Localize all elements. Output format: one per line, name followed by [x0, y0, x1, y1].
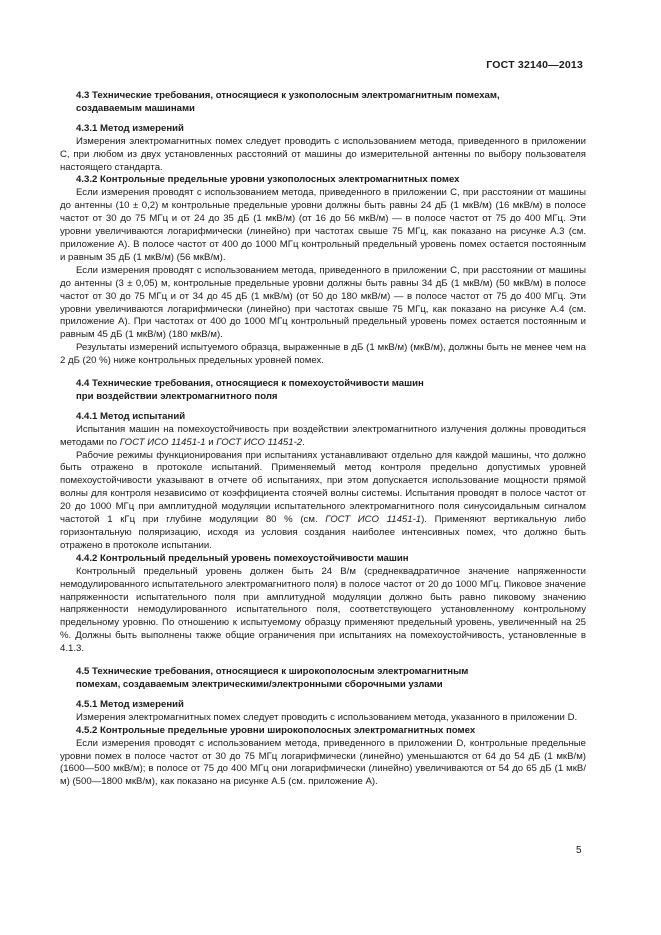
paragraph: Контрольный предельный уровень должен быть 24 В/м (среднеквадратичное значение напряженности немодулированного испытательного электромагнитного поля) в полосе частот от 20 до 1000 МГц. Пиковое значение напряженности испытательного поля при амплитудной модуляции должно быть равно пиковому значению напряженности немодулированного испытательного поля, соответствующего установленному контрольному предельному уровню. По отношению к испытуемому образцу применяют предельный уровень, увеличенный на 25 %. Должны быть выполнены также общие ограничения при испытаниях на помехоустойчивость, установленные в 4.1.3. — [60, 565, 586, 655]
section-4-3 — [60, 90, 586, 368]
section-title-line-1: 4.4 Технические требования, относящиеся к помехоустойчивости машин — [76, 378, 424, 390]
section-4-5 — [60, 666, 586, 789]
subsection-title-4-4-2: 4.4.2 Контрольный предельный уровень помехоустойчивости машин — [76, 552, 409, 564]
section-4-4 — [60, 378, 586, 656]
subsection-title-4-5-2: 4.5.2 Контрольные предельные уровни широкополосных электромагнитных помех — [76, 724, 476, 736]
document-body — [60, 90, 586, 789]
paragraph: Измерения электромагнитных помех следует проводить с использованием метода, приведенного в приложении С, при любом из двух установленных расстояний от машины до измерительной антенны по выбору пользователя настоящего стандарта. — [60, 135, 586, 173]
paragraph: Если измерения проводят с использованием метода, приведенного в приложении С, при расстоянии от машины до антенны (3 ± 0,05) м, контрольные предельные уровни должны быть равны 34 дБ (1 мкВ/м) (50 мкВ/м) в полосе частот от 30 до 75 МГц и от 34 до 45 дБ (1 мкВ/м) (от 50 до 180 мкВ/м) — в полосе частот от 75 до 400 МГц. Эти уровни увеличиваются логарифмически (линейно) при частотах свыше 75 МГц, как показано на рисунке А.4 (см. приложение А). При частотах от 400 до 1000 МГц контрольный предельный уровень помех остается постоянным и равным 45 дБ (1 мкВ/м) (180 мкВ/м). — [60, 264, 586, 341]
page-number: 5 — [576, 845, 582, 856]
paragraph: Испытания машин на помехоустойчивость при воздействии электромагнитного излучения должны проводиться методами по ГОСТ ИСО 11451-1 и ГОСТ ИСО 11451-2. — [60, 423, 586, 448]
section-title-4-5 — [60, 666, 586, 692]
section-title-line-1: 4.5 Технические требования, относящиеся к широкополосным электромагнитным — [76, 666, 469, 678]
paragraph: Если измерения проводят с использованием метода, приведенного в приложении С, при расстоянии от машины до антенны (10 ± 0,2) м контрольные предельные уровни должны быть равны 24 дБ (1 мкВ/м) (16 мкВ/м) в полосе частот от 30 до 75 МГц и от 24 до 35 дБ (1 мкВ/м) (от 16 до 56 мкВ/м) — в полосе частот от 75 до 400 МГц. Эти уровни увеличиваются логарифмически (линейно) при частотах свыше 75 МГц, как показано на рисунке А.3 (см. приложение А). В полосе частот от 400 до 1000 МГц контрольный предельный уровень помех остается постоянным и равным 35 дБ (1 мкВ/м) (56 мкВ/м). — [60, 187, 586, 263]
section-title-line-1: 4.3 Технические требования, относящиеся к узкополосным электромагнитным помехам, — [76, 90, 500, 101]
section-title-line-2: помехам, создаваемым электрическими/электронными сборочными узлами — [76, 678, 443, 690]
paragraph: Рабочие режимы функционирования при испытаниях устанавливают отдельно для каждой машины, что должно быть отражено в протоколе испытаний. Применяемый метод контроля предельно допустимых уровней помехоустойчивости указывают в отчете об испытаниях, при этом допускается использование мощности прямой волны для контроля независимо от коэффициента стоячей волны системы. Испытания проводят в полосе частот от 20 до 1000 МГц при амплитудной модуляции испытательного электромагнитного поля синусоидальным сигналом частотой 1 кГц при глубине модуляции 80 % (см. ГОСТ ИСО 11451-1). Применяют вертикальную либо горизонтальную поляризацию, исходя из условия создания наиболее интенсивных помех, что должно быть отражено в протоколе испытании. — [60, 449, 586, 551]
subsection-title-4-4-1: 4.4.1 Метод испытаний — [76, 410, 186, 422]
standard-reference: ГОСТ ИСО 11451-2 — [216, 436, 303, 448]
paragraph: Результаты измерений испытуемого образца, выраженные в дБ (1 мкВ/м) (мкВ/м), должны быть не менее чем на 2 дБ (20 %) ниже контрольных предельных уровней помех. — [60, 342, 586, 367]
section-title-4-4 — [60, 378, 586, 404]
section-title-line-2: создаваемым машинами — [76, 102, 195, 114]
section-title-4-3 — [60, 90, 586, 116]
document-code-header: ГОСТ 32140—2013 — [486, 59, 583, 71]
paragraph: Если измерения проводят с использованием метода, приведенного в приложении D, контрольные предельные уровни помех в полосе частот от 30 до 75 МГц логарифмически (линейно) уменьшаются от 64 до 54 дБ (1 мкВ/м) (1600—500 мкВ/м); в полосе от 75 до 400 МГц они логарифмически (линейно) увеличиваются от 54 до 65 дБ (1 мкВ/м) (500—1800 мкВ/м), как показано на рисунке А.5 (см. приложение А). — [60, 737, 586, 788]
section-title-line-2: при воздействии электромагнитного поля — [76, 390, 278, 402]
standard-reference: ГОСТ ИСО 11451-1 — [325, 514, 422, 526]
subsection-title-4-3-1: 4.3.1 Метод измерений — [76, 122, 184, 134]
subsection-title-4-5-1: 4.5.1 Метод измерений — [76, 698, 184, 710]
paragraph: Измерения электромагнитных помех следует проводить с использованием метода, указанного в приложении D. — [76, 711, 578, 723]
subsection-title-4-3-2: 4.3.2 Контрольные предельные уровни узкополосных электромагнитных помех — [76, 174, 460, 186]
standard-reference: ГОСТ ИСО 11451-1 — [119, 436, 206, 448]
